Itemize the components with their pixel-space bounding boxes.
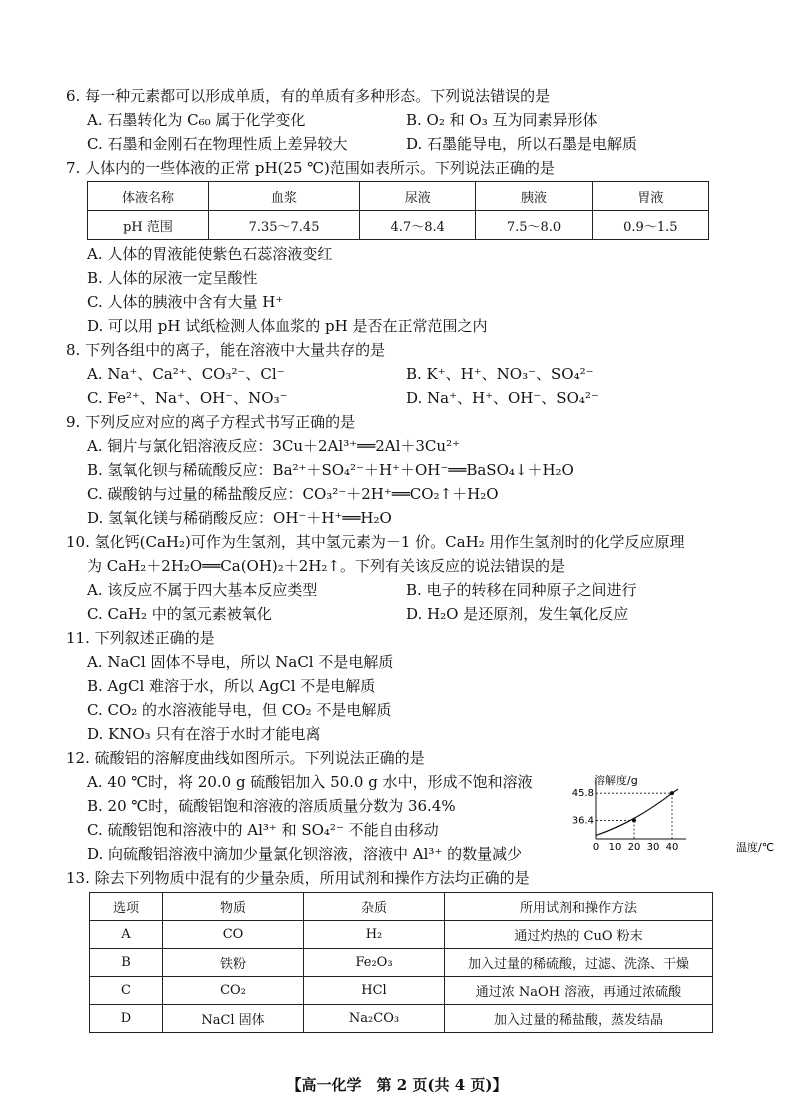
y-tick-label: 45.8: [571, 788, 594, 800]
q7-option-a: A. 人体的胃液能使紫色石蕊溶液变红: [87, 245, 333, 263]
x-axis-label: 温度/℃: [736, 841, 775, 854]
q10-stem-line1: 10. 氢化钙(CaH₂)可作为生氢剂，其中氢元素为－1 价。CaH₂ 用作生氢剂时的化学反应原理: [66, 533, 685, 551]
q12-option-d: D. 向硫酸铝溶液中滴加少量氯化钡溶液，溶液中 Al³⁺ 的数量减少: [87, 845, 523, 863]
y-tick-label: 36.4: [571, 815, 594, 827]
q13-cell: 加入过量的稀硫酸，过滤、洗涤、干燥: [445, 949, 713, 977]
q13-cell: CO₂: [163, 977, 304, 1005]
q7-option-b: B. 人体的尿液一定呈酸性: [87, 269, 258, 287]
q11-option-b: B. AgCl 难溶于水，所以 AgCl 不是电解质: [87, 677, 376, 695]
ph-table: [87, 181, 709, 240]
x-tick-label: 0: [592, 842, 600, 853]
solubility-chart: [571, 774, 786, 855]
q10-option-c: C. CaH₂ 中的氢元素被氧化: [87, 605, 272, 623]
q7-option-c: C. 人体的胰液中含有大量 H⁺: [87, 293, 284, 311]
ph-cell-1: 7.35～7.45: [209, 211, 360, 240]
q8-option-d: D. Na⁺、H⁺、OH⁻、SO₄²⁻: [406, 389, 599, 407]
q13-cell: 加入过量的稀盐酸，蒸发结晶: [445, 1005, 713, 1033]
q13-cell: 通过灼热的 CuO 粉末: [445, 921, 713, 949]
ph-cell-0: pH 范围: [88, 211, 209, 240]
q13-cell: Na₂CO₃: [304, 1005, 445, 1033]
q13-cell: 通过浓 NaOH 溶液，再通过浓硫酸: [445, 977, 713, 1005]
q12-stem: 12. 硫酸铝的溶解度曲线如图所示。下列说法正确的是: [66, 749, 425, 767]
q13-cell: D: [90, 1005, 163, 1033]
purification-table: [89, 892, 713, 1033]
q13-stem: 13. 除去下列物质中混有的少量杂质，所用试剂和操作方法均正确的是: [66, 869, 530, 887]
y-axis-label: 溶解度/g: [594, 774, 638, 787]
q6-option-d: D. 石墨能导电，所以石墨是电解质: [406, 135, 638, 153]
ph-cell-3: 7.5～8.0: [476, 211, 592, 240]
solubility-curve: [596, 789, 678, 835]
q11-stem: 11. 下列叙述正确的是: [66, 629, 215, 647]
q8-option-b: B. K⁺、H⁺、NO₃⁻、SO₄²⁻: [406, 365, 594, 383]
q10-option-a: A. 该反应不属于四大基本反应类型: [87, 581, 318, 599]
q9-option-c: C. 碳酸钠与过量的稀盐酸反应：CO₃²⁻＋2H⁺══CO₂↑＋H₂O: [87, 485, 499, 503]
q7-option-d: D. 可以用 pH 试纸检测人体血浆的 pH 是否在正常范围之内: [87, 317, 488, 335]
q11-option-d: D. KNO₃ 只有在溶于水时才能电离: [87, 725, 321, 743]
q13-cell: 铁粉: [163, 949, 304, 977]
q9-option-b: B. 氢氧化钡与稀硫酸反应：Ba²⁺＋SO₄²⁻＋H⁺＋OH⁻══BaSO₄↓＋H₂O: [87, 461, 574, 479]
x-tick-label: 40: [665, 842, 679, 853]
page-footer: 【高一化学 第 2 页(共 4 页)】: [286, 1076, 508, 1094]
q13-cell: H₂: [304, 921, 445, 949]
q10-option-b: B. 电子的转移在同种原子之间进行: [406, 581, 637, 599]
q12-option-a: A. 40 ℃时，将 20.0 g 硫酸铝加入 50.0 g 水中，形成不饱和溶液: [87, 773, 533, 791]
q13-cell: NaCl 固体: [163, 1005, 304, 1033]
data-point: [670, 791, 674, 795]
ph-header-1: 血浆: [209, 182, 360, 211]
q10-option-d: D. H₂O 是还原剂，发生氧化反应: [406, 605, 629, 623]
ph-header-4: 胃液: [592, 182, 708, 211]
q6-stem: 6. 每一种元素都可以形成单质，有的单质有多种形态。下列说法错误的是: [66, 87, 551, 105]
q9-option-a: A. 铜片与氯化铝溶液反应：3Cu＋2Al³⁺══2Al＋3Cu²⁺: [87, 437, 461, 455]
q8-option-a: A. Na⁺、Ca²⁺、CO₃²⁻、Cl⁻: [87, 365, 285, 383]
x-tick-label: 20: [627, 842, 641, 853]
q13-header-0: 选项: [90, 893, 163, 921]
q9-option-d: D. 氢氧化镁与稀硝酸反应：OH⁻＋H⁺══H₂O: [87, 509, 392, 527]
ph-cell-2: 4.7～8.4: [360, 211, 476, 240]
q13-cell: Fe₂O₃: [304, 949, 445, 977]
q8-stem: 8. 下列各组中的离子，能在溶液中大量共存的是: [66, 341, 386, 359]
q12-option-b: B. 20 ℃时，硫酸铝饱和溶液的溶质质量分数为 36.4%: [87, 797, 456, 815]
q8-option-c: C. Fe²⁺、Na⁺、OH⁻、NO₃⁻: [87, 389, 288, 407]
ph-header-0: 体液名称: [88, 182, 209, 211]
ph-header-3: 胰液: [476, 182, 592, 211]
q6-option-b: B. O₂ 和 O₃ 互为同素异形体: [406, 111, 598, 129]
q11-option-c: C. CO₂ 的水溶液能导电，但 CO₂ 不是电解质: [87, 701, 392, 719]
q6-option-c: C. 石墨和金刚石在物理性质上差异较大: [87, 135, 348, 153]
ph-cell-4: 0.9～1.5: [592, 211, 708, 240]
q11-option-a: A. NaCl 固体不导电，所以 NaCl 不是电解质: [87, 653, 394, 671]
ph-header-2: 尿液: [360, 182, 476, 211]
q7-stem: 7. 人体内的一些体液的正常 pH(25 ℃)范围如表所示。下列说法正确的是: [66, 159, 555, 177]
q13-cell: C: [90, 977, 163, 1005]
q13-header-1: 物质: [163, 893, 304, 921]
q13-cell: A: [90, 921, 163, 949]
q13-cell: B: [90, 949, 163, 977]
q13-header-3: 所用试剂和操作方法: [445, 893, 713, 921]
q6-option-a: A. 石墨转化为 C₆₀ 属于化学变化: [87, 111, 306, 129]
q13-cell: CO: [163, 921, 304, 949]
q13-cell: HCl: [304, 977, 445, 1005]
x-tick-label: 10: [608, 842, 622, 853]
x-tick-label: 30: [646, 842, 660, 853]
q12-option-c: C. 硫酸铝饱和溶液中的 Al³⁺ 和 SO₄²⁻ 不能自由移动: [87, 821, 439, 839]
data-point: [632, 818, 636, 822]
q9-stem: 9. 下列反应对应的离子方程式书写正确的是: [66, 413, 356, 431]
q10-stem-line2: 为 CaH₂＋2H₂O══Ca(OH)₂＋2H₂↑。下列有关该反应的说法错误的是: [87, 557, 566, 575]
q13-header-2: 杂质: [304, 893, 445, 921]
